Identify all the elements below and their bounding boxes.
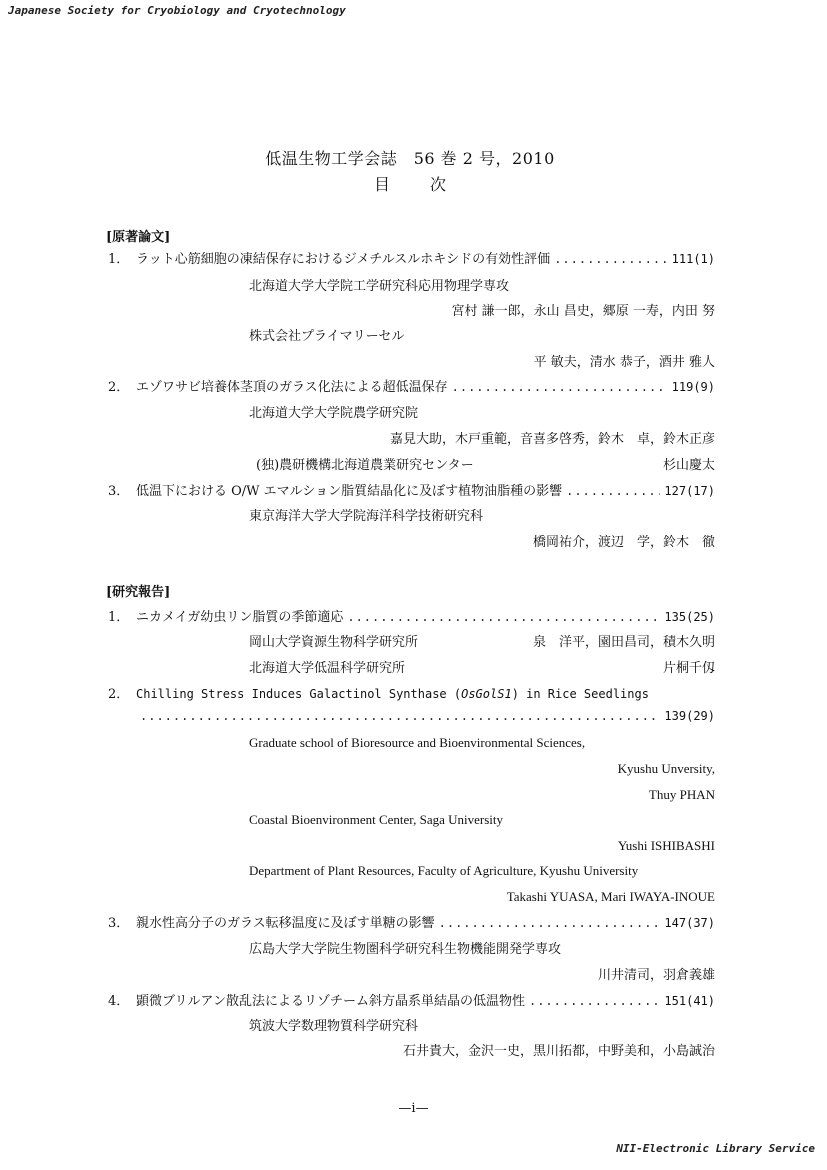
toc-entry[interactable] bbox=[108, 480, 715, 500]
affiliation: 東京海洋大学大学院海洋科学技術研究科 bbox=[249, 509, 484, 524]
entry-number: 3． bbox=[108, 484, 130, 499]
section-heading-reports: [研究報告] bbox=[106, 585, 171, 600]
entry-number: 2． bbox=[108, 380, 130, 395]
entry-number: 1． bbox=[108, 610, 130, 625]
page-number: —i— bbox=[398, 1101, 429, 1116]
affiliation: 広島大学大学院生物圏科学研究科生物機能開発学専攻 bbox=[249, 942, 562, 957]
affiliation: 筑波大学数理物質科学研究科 bbox=[249, 1019, 419, 1034]
authors: 杉山慶太 bbox=[662, 458, 715, 473]
leader-dots bbox=[347, 610, 660, 624]
affiliation: Graduate school of Bioresource and Bioenvironmental Sciences, bbox=[249, 735, 586, 750]
authors: 宮村 謙一郎，永山 昌史，郷原 一寿，内田 努 bbox=[451, 304, 715, 319]
leader-dots bbox=[140, 709, 660, 723]
entry-page: 147(37) bbox=[664, 916, 715, 930]
toc-entry[interactable] bbox=[108, 990, 715, 1010]
leader-dots bbox=[554, 252, 667, 266]
entry-title: 親水性高分子のガラス転移温度に及ぼす単糖の影響 bbox=[136, 916, 435, 931]
affiliation: 北海道大学低温科学研究所 bbox=[249, 661, 406, 676]
entry-page: 151(41) bbox=[664, 994, 715, 1008]
authors: 嘉見大助，木戸重範，音喜多啓秀，鈴木 卓，鈴木正彦 bbox=[389, 432, 715, 447]
affiliation: 岡山大学資源生物科学研究所 bbox=[249, 635, 419, 650]
affiliation-continued: Kyushu Unversity, bbox=[617, 761, 715, 776]
authors: Takashi YUASA, Mari IWAYA-INOUE bbox=[506, 889, 715, 904]
entry-page: 111(1) bbox=[671, 252, 715, 266]
affiliation: 株式会社プライマリーセル bbox=[249, 329, 405, 344]
page-title: 低温生物工学会誌 56 巻 2 号，2010 bbox=[265, 149, 555, 168]
entry-title bbox=[136, 687, 649, 701]
entry-title: 低温下における O/W エマルション脂質結晶化に及ぼす植物油脂種の影響 bbox=[136, 484, 563, 499]
authors: 橋岡祐介，渡辺 学，鈴木 徹 bbox=[532, 535, 715, 550]
toc-entry[interactable] bbox=[108, 683, 649, 703]
authors: 石井貴大，金沢一史，黒川拓都，中野美和，小島誠治 bbox=[402, 1044, 715, 1059]
affiliation: (独)農研機構北海道農業研究センター bbox=[256, 458, 474, 473]
affiliation: Department of Plant Resources, Faculty of Agriculture, Kyushu University bbox=[249, 863, 639, 878]
authors: 泉 洋平，園田昌司，積木久明 bbox=[532, 635, 715, 650]
entry-number: 4． bbox=[108, 994, 130, 1009]
authors: 平 敏夫，清水 恭子，酒井 雅人 bbox=[533, 355, 715, 370]
entry-page: 135(25) bbox=[664, 610, 715, 624]
journal-header: Japanese Society for Cryobiology and Cryotechnology bbox=[8, 4, 346, 17]
library-footer: NII-Electronic Library Service bbox=[616, 1142, 815, 1155]
leader-dots bbox=[566, 484, 660, 498]
leader-dots bbox=[529, 994, 660, 1008]
toc-entry[interactable] bbox=[108, 376, 715, 396]
entry-number: 2． bbox=[108, 687, 130, 702]
toc-entry-continuation bbox=[140, 709, 715, 729]
entry-title-part: ) in Rice Seedlings bbox=[511, 687, 649, 701]
leader-dots bbox=[452, 380, 668, 394]
entry-page: 119(9) bbox=[671, 380, 715, 394]
entry-title: 顕微ブリルアン散乱法によるリゾチーム斜方晶系単結晶の低温物性 bbox=[136, 994, 525, 1009]
leader-dots bbox=[439, 916, 661, 930]
entry-title-gene: OsGolS1 bbox=[461, 687, 512, 701]
authors: 片桐千仭 bbox=[662, 661, 715, 676]
affiliation: 北海道大学大学院工学研究科応用物理学専攻 bbox=[249, 279, 510, 294]
entry-page: 139(29) bbox=[664, 709, 715, 723]
toc-entry[interactable] bbox=[108, 248, 715, 268]
affiliation: 北海道大学大学院農学研究院 bbox=[249, 406, 419, 421]
affiliation: Coastal Bioenvironment Center, Saga University bbox=[249, 812, 504, 827]
authors: Thuy PHAN bbox=[648, 787, 715, 802]
entry-title: エゾワサビ培養体茎頂のガラス化法による超低温保存 bbox=[136, 380, 448, 395]
entry-number: 1． bbox=[108, 252, 130, 267]
authors: 川井清司，羽倉義雄 bbox=[597, 968, 715, 983]
entry-title-part: Chilling Stress Induces Galactinol Synthase ( bbox=[136, 687, 462, 701]
entry-title: ラット心筋細胞の凍結保存におけるジメチルスルホキシドの有効性評価 bbox=[136, 252, 551, 267]
section-heading-original: [原著論文] bbox=[106, 230, 171, 245]
toc-entry[interactable] bbox=[108, 912, 715, 932]
entry-title: ニカメイガ幼虫リン脂質の季節適応 bbox=[136, 610, 344, 625]
entry-number: 3． bbox=[108, 916, 130, 931]
authors: Yushi ISHIBASHI bbox=[617, 838, 715, 853]
toc-entry[interactable] bbox=[108, 606, 715, 626]
page-subtitle: 目次 bbox=[373, 175, 486, 194]
entry-page: 127(17) bbox=[664, 484, 715, 498]
